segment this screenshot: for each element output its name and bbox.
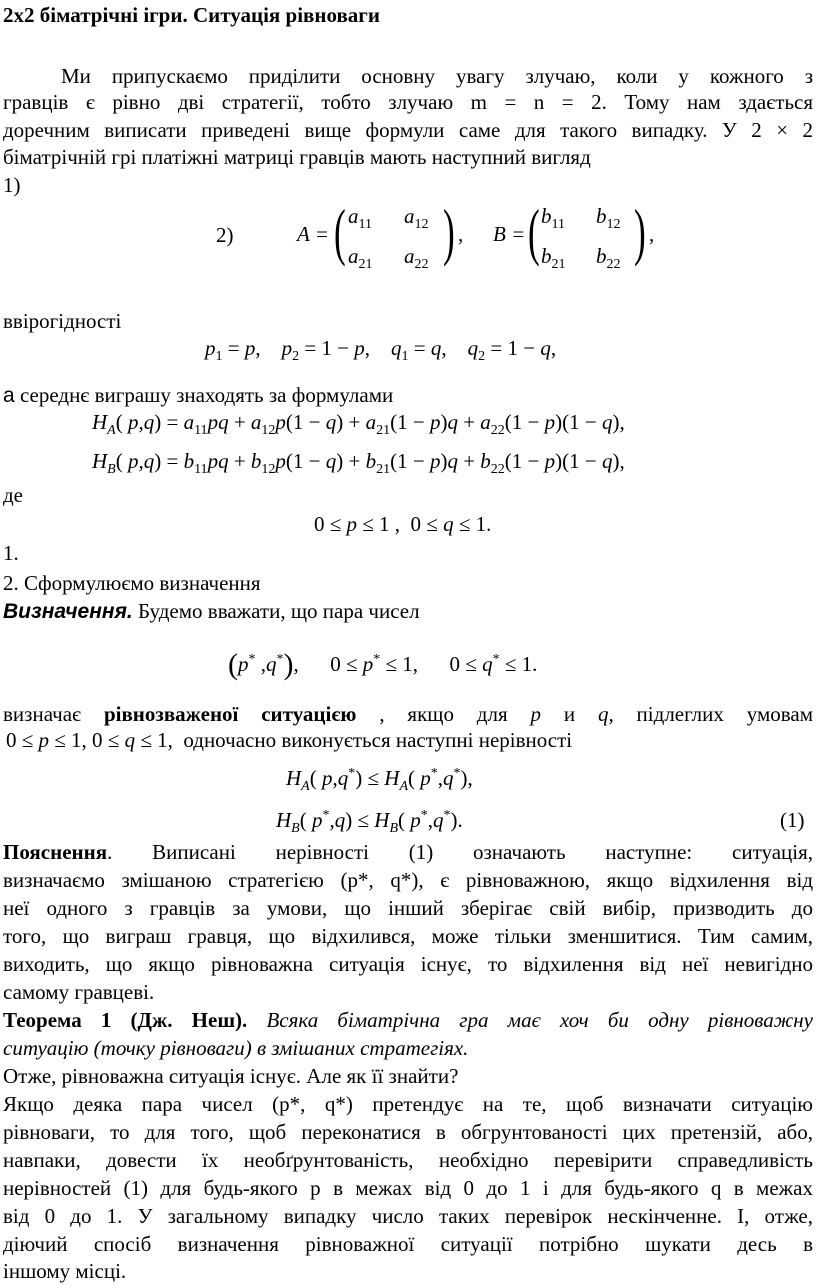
final-line1: Якщо деяка пара чисел (p*, q*) претендує на те, щоб визначати ситуацію (3, 1092, 813, 1116)
item-1-marker: 1) (3, 173, 21, 197)
matrix-a-a11: $a_{11}$ (348, 204, 372, 232)
matrix-a-left-paren: ( (334, 196, 346, 267)
matrix-a-name: A = (297, 222, 329, 246)
list-item-2: 2. Сформулюємо визначення (3, 571, 261, 595)
pair-formula: (p* ,q*), 0 ≤ p* ≤ 1, 0 ≤ q* ≤ 1. (228, 648, 538, 681)
matrix-b-b21: $b_{21}$ (541, 244, 566, 272)
explain-line1: Пояснення. Виписані нерівності (1) означають наступне: ситуація, (3, 840, 813, 864)
definition-line: Визначення. Будемо вважати, що пара чисел (3, 599, 420, 623)
mean-win-intro: а середнє виграшу знаходять за формулами (3, 383, 394, 407)
matrix-b-b12: $b_{12}$ (596, 204, 621, 232)
inequality-1: $H_A$( $p,q^*) \le H_A$( p*,q*), (286, 766, 473, 794)
matrix-b-b22: $b_{22}$ (596, 244, 621, 272)
matrix-a-right-paren: ) (443, 196, 455, 267)
equation-number: (1) (780, 808, 805, 832)
matrix-a-comma: , (458, 222, 464, 246)
so-line: Отже, рівноважна ситуація існує. Але як її знайти? (3, 1064, 459, 1088)
final-line3: навпаки, довести їх необґрунтованість, необхідно перевірити справедливість (3, 1148, 813, 1172)
explain-line3: неї одного з гравців за умови, що інший зберігає свій вибір, призводить до (3, 896, 813, 920)
matrix-a-a22: $a_{22}$ (404, 244, 429, 272)
para1-line1: Ми припускаємо приділити основну увагу злучаю, коли у кожного з (61, 64, 813, 88)
matrix-a-a21: $a_{21}$ (348, 244, 373, 272)
formula-hb: $H_B$( $p,q) = b_{11}pq + b_{12}p(1 - q) + b_{21}(1 - p)q + b_{22}(1 - p)(1 - q)$, (92, 449, 625, 477)
probabilities-formula: $p_1 = p$, $p_2 = 1 - p$, $q_1 = q$, $q_2 = 1 - q$, (205, 336, 557, 364)
para1-line3: доречним виписати приведені вище формули саме для такого випадку. У 2 × 2 (3, 118, 813, 142)
bounds-formula: 0 ≤ p ≤ 1 , 0 ≤ q ≤ 1. (314, 512, 492, 536)
list-item-1: 1. (3, 541, 19, 565)
defines-line: визначає рівнозваженої ситуацією , якщо для p и q, підлеглих умовам (3, 702, 813, 726)
final-line2: рівноваги, то для того, щоб переконатися в обгрунтованості цих претензій, або, (3, 1120, 813, 1144)
explain-line6: самому гравцеві. (3, 980, 155, 1004)
matrix-b-b11: $b_{11}$ (541, 204, 565, 232)
probabilities-label: ввірогідності (3, 309, 122, 333)
explain-line5: виходить, що якщо рівноважна ситуація існує, то відхилення від неї невигідно (3, 952, 813, 976)
explain-line2: визначаємо змішаною стратегією (p*, q*), є рівноважною, якщо відхилення від (3, 868, 813, 892)
final-line4: нерівностей (1) для будь-якого p в межах від 0 до 1 і для будь-якого q в межах (3, 1176, 813, 1200)
formula-ha: $H_A$( $p,q) = a_{11}pq + a_{12}p(1 - q) + a_{21}(1 - p)q + a_{22}(1 - p)(1 - q)$, (92, 410, 625, 438)
item-2-marker: 2) (216, 223, 234, 247)
inequality-2: $H_B$( $p^*,q) \le H_B$( p*,q*). (276, 808, 463, 836)
matrix-b-right-paren: ) (634, 196, 646, 267)
conditions-line: 0 ≤ p ≤ 1, 0 ≤ q ≤ 1, одночасно виконується наступні нерівності (6, 728, 573, 752)
theorem-line1: Теорема 1 (Дж. Неш). Всяка біматрічна гра має хоч би одну рівноважну (3, 1008, 814, 1032)
final-line7: іншому місці. (3, 1259, 127, 1283)
para1-line4: біматрічній грі платіжні матриці гравців мають наступний вигляд (3, 145, 591, 169)
final-line6: діючий спосіб визначення рівноважної ситуації потрібно шукати десь в (3, 1232, 813, 1256)
page-title: 2х2 біматрічні ігри. Ситуація рівноваги (3, 3, 380, 27)
para1-line2: гравців є рівно дві стратегії, тобто злучаю m = n = 2. Тому нам здається (3, 90, 813, 114)
matrix-b-left-paren: ( (528, 196, 540, 267)
matrix-b-comma: , (649, 222, 655, 246)
matrix-b-name: B = (493, 222, 526, 246)
where-label: де (3, 483, 24, 507)
explain-line4: того, що виграш гравця, що відхилився, може тільки зменшитися. Тим самим, (3, 924, 813, 948)
theorem-line2: ситуацію (точку рівноваги) в змішаних стратегіях. (3, 1036, 469, 1060)
final-line5: від 0 до 1. У загальному випадку число таких перевірок нескінченне. І, отже, (3, 1204, 813, 1228)
matrix-a-a12: $a_{12}$ (404, 204, 429, 232)
